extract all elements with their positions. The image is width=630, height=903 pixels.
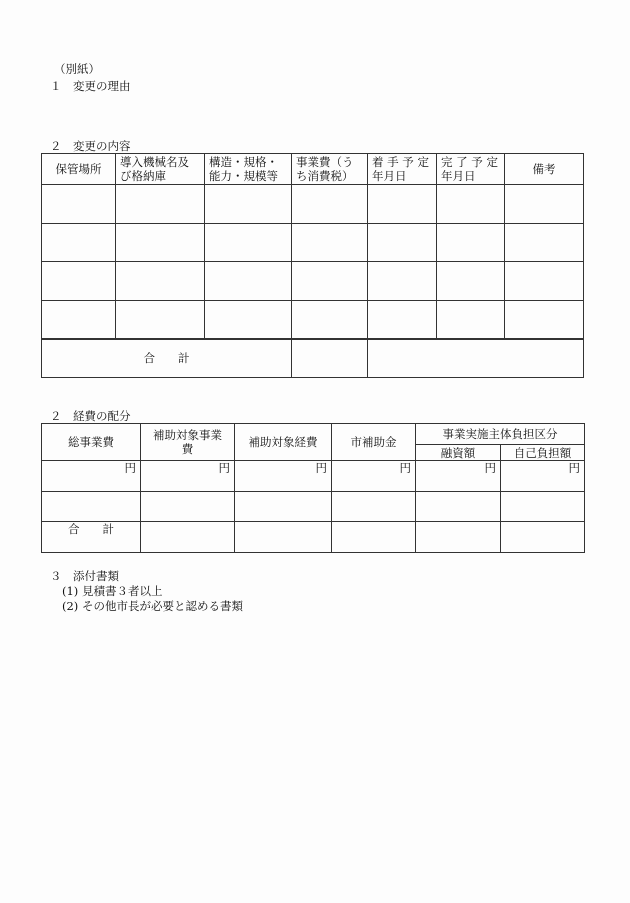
total-cost-cell	[292, 339, 368, 378]
col-header-remarks: 備考	[505, 154, 584, 185]
total-label: 合 計	[42, 522, 141, 553]
col-header-total-project-cost: 総事業費	[42, 424, 141, 461]
col-header-burden-division: 事業実施主体負担区分	[416, 424, 585, 445]
yen-unit: 円	[416, 461, 501, 492]
table-header-row	[42, 424, 585, 445]
table-header-row	[42, 154, 584, 185]
col-header-structure-spec: 構造・規格・ 能力・規模等	[205, 154, 292, 185]
yen-unit: 円	[501, 461, 585, 492]
attachment-label: （別紙）	[54, 62, 100, 76]
col-header-equipment-name: 導入機械名及 び格納庫	[116, 154, 205, 185]
col-header-loan-amount: 融資額	[416, 445, 501, 461]
change-content-table	[41, 153, 584, 378]
total-remaining-cell	[368, 339, 584, 378]
table-row	[42, 301, 584, 339]
col-header-city-subsidy: 市補助金	[332, 424, 416, 461]
table-row	[42, 224, 584, 262]
yen-row	[42, 461, 585, 492]
col-header-start-date: 着 手 予 定 年月日	[368, 154, 437, 185]
total-label: 合 計	[42, 339, 292, 378]
yen-unit: 円	[332, 461, 416, 492]
col-header-project-cost: 事業費（う ち消費税）	[292, 154, 368, 185]
section-2-heading: ２ 変更の内容	[50, 139, 131, 153]
col-header-subsidy-project-cost: 補助対象事業 費	[141, 424, 235, 461]
table-row	[42, 185, 584, 224]
yen-unit: 円	[42, 461, 141, 492]
table-row	[42, 492, 585, 522]
col-header-completion-date: 完 了 予 定 年月日	[437, 154, 505, 185]
col-header-self-burden: 自己負担額	[501, 445, 585, 461]
col-header-storage-location: 保管場所	[42, 154, 116, 185]
attachment-item: (2) その他市長が必要と認める書類	[62, 599, 243, 613]
total-row	[42, 522, 585, 553]
yen-unit: 円	[235, 461, 332, 492]
col-header-subsidy-expense: 補助対象経費	[235, 424, 332, 461]
table-row	[42, 262, 584, 301]
section-1-heading: １ 変更の理由	[50, 79, 131, 93]
expense-allocation-table	[41, 423, 585, 553]
section-3-heading: ３ 添付書類	[50, 569, 119, 583]
attachment-item: (1) 見積書３者以上	[62, 584, 163, 598]
section-expense-heading: ２ 経費の配分	[50, 409, 131, 423]
total-row	[42, 339, 584, 378]
yen-unit: 円	[141, 461, 235, 492]
